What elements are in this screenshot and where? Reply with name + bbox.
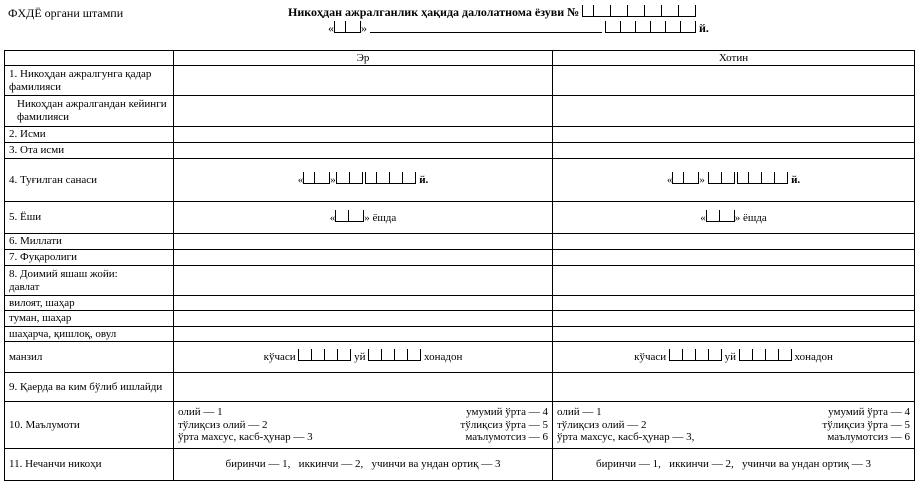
husband-name[interactable] — [174, 127, 553, 143]
record-date — [328, 21, 709, 37]
row-label-nationality: 6. Миллати — [5, 234, 174, 250]
wife-citizenship[interactable] — [553, 250, 915, 266]
husband-region[interactable] — [174, 296, 553, 311]
row-label-education: 10. Маълумоти — [5, 402, 174, 449]
row-label-country: давлат — [9, 280, 40, 293]
husband-marriage-number[interactable]: биринчи — 1, иккинчи — 2, учинчи ва ундан ортиқ — 3 — [174, 449, 553, 481]
row-label-address: манзил — [5, 342, 174, 373]
divorce-record-table — [4, 50, 915, 481]
wife-surname-after[interactable] — [553, 96, 915, 127]
wife-workplace[interactable] — [553, 373, 915, 402]
husband-district[interactable] — [174, 311, 553, 327]
row-label-settlement: шаҳарча, қишлоқ, овул — [5, 327, 174, 342]
row-label-district: туман, шаҳар — [5, 311, 174, 327]
husband-surname-after[interactable] — [174, 96, 553, 127]
column-husband: Эр — [174, 51, 553, 66]
wife-region[interactable] — [553, 296, 915, 311]
row-label-surname-before: 1. Никоҳдан ажралгунга қадар фамилияси — [5, 66, 174, 96]
husband-patronymic[interactable] — [174, 143, 553, 159]
date-close-quote: » — [361, 21, 367, 35]
wife-address[interactable]: кўчаси уй хонадон — [553, 342, 915, 373]
husband-surname-before[interactable] — [174, 66, 553, 96]
corner-cell — [5, 51, 174, 66]
document-title — [288, 5, 696, 21]
wife-patronymic[interactable] — [553, 143, 915, 159]
row-label-marriage-number: 11. Нечанчи никоҳи — [5, 449, 174, 481]
wife-marriage-number[interactable]: биринчи — 1, иккинчи — 2, учинчи ва ундан ортиқ — 3 — [553, 449, 915, 481]
wife-age[interactable]: « » ёшда — [553, 202, 915, 234]
wife-settlement[interactable] — [553, 327, 915, 342]
row-label-region: вилоят, шаҳар — [5, 296, 174, 311]
row-label-name: 2. Исми — [5, 127, 174, 143]
wife-surname-before[interactable] — [553, 66, 915, 96]
husband-country[interactable] — [174, 266, 553, 296]
row-label-surname-after: Никоҳдан ажралгандан кейинги фамилияси — [5, 96, 174, 127]
wife-education[interactable]: олий — 1 умумий ўрта — 4 тўлиқсиз олий — 2 тўлиқсиз ўрта — 5 ўрта махсус, касб-ҳунар — 3, маълумотсиз — 6 — [553, 402, 915, 449]
column-wife: Хотин — [553, 51, 915, 66]
husband-settlement[interactable] — [174, 327, 553, 342]
registry-stamp-label: ФХДЁ органи штампи — [8, 6, 124, 20]
row-label-patronymic: 3. Ота исми — [5, 143, 174, 159]
row-label-birth-date: 4. Туғилган санаси — [5, 159, 174, 202]
row-label-age: 5. Ёши — [5, 202, 174, 234]
year-boxes[interactable] — [605, 21, 696, 37]
husband-age[interactable]: « » ёшда — [174, 202, 553, 234]
husband-birth-date[interactable]: « » й. — [174, 159, 553, 202]
row-label-residence: 8. Доимий яшаш жойи: давлат — [5, 266, 174, 296]
wife-district[interactable] — [553, 311, 915, 327]
husband-workplace[interactable] — [174, 373, 553, 402]
year-suffix: й. — [699, 21, 709, 35]
row-label-workplace: 9. Қаерда ва ким бўлиб ишлайди — [5, 373, 174, 402]
husband-education[interactable]: олий — 1 умумий ўрта — 4 тўлиқсиз олий — 2 тўлиқсиз ўрта — 5 ўрта махсус, касб-ҳунар — 3 маълумотсиз — 6 — [174, 402, 553, 449]
month-line[interactable] — [370, 22, 602, 33]
row-label-citizenship: 7. Фуқаролиги — [5, 250, 174, 266]
husband-address[interactable]: кўчаси уй хонадон — [174, 342, 553, 373]
wife-nationality[interactable] — [553, 234, 915, 250]
husband-nationality[interactable] — [174, 234, 553, 250]
record-number-boxes[interactable] — [582, 5, 696, 21]
wife-country[interactable] — [553, 266, 915, 296]
wife-birth-date[interactable]: « » й. — [553, 159, 915, 202]
wife-name[interactable] — [553, 127, 915, 143]
day-boxes[interactable] — [334, 21, 361, 37]
husband-citizenship[interactable] — [174, 250, 553, 266]
date-open-quote: « — [328, 21, 334, 35]
title-text: Никоҳдан ажралганлик ҳақида далолатнома ёзуви № — [288, 5, 580, 19]
